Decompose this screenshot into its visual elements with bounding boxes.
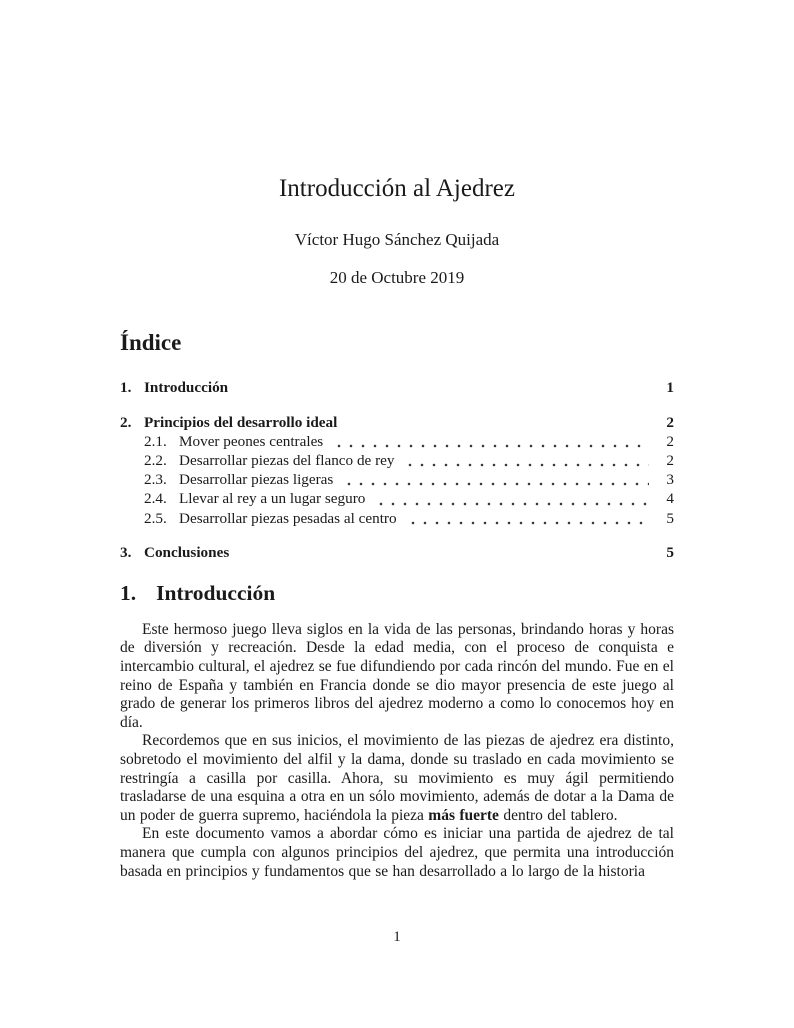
toc-entry-page: 2 — [666, 413, 674, 431]
toc-entry-label: Mover peones centrales — [179, 432, 324, 450]
toc-entry-label: Conclusiones — [144, 543, 230, 561]
toc-entry-label: Desarrollar piezas del flanco de rey — [179, 452, 395, 470]
toc-entry — [120, 432, 674, 451]
document-header — [120, 176, 674, 286]
section-number: 1. — [120, 581, 137, 606]
toc-entry — [120, 489, 674, 508]
toc-entry-number: 2. — [120, 413, 132, 431]
toc-entry — [120, 543, 674, 562]
toc-entry-number: 1. — [120, 379, 132, 397]
toc-entry-label: Principios del desarrollo ideal — [144, 413, 338, 431]
toc-entry-label: Llevar al rey a un lugar seguro — [179, 490, 366, 508]
bold-emphasis: más fuerte — [428, 806, 499, 824]
toc-leader-dots — [375, 492, 649, 506]
toc-entry — [120, 451, 674, 470]
toc-entry — [120, 378, 674, 397]
toc-entry — [120, 413, 674, 432]
toc-entry-number: 2.5. — [144, 509, 167, 527]
toc-entry-page: 4 — [666, 490, 674, 508]
toc-leader-dots — [407, 511, 649, 525]
section-title: Introducción — [156, 581, 276, 606]
toc-entry-number: 3. — [120, 543, 132, 561]
toc-leader-dots — [333, 434, 649, 448]
toc-heading: Índice — [120, 330, 182, 355]
toc-entry-page: 2 — [666, 452, 674, 470]
paragraph — [120, 732, 674, 825]
paragraph-text: dentro del tablero. — [498, 806, 618, 824]
toc-entry-label: Desarrollar piezas pesadas al centro — [179, 509, 397, 527]
toc-entry-label: Introducción — [144, 379, 229, 397]
paragraph: Este hermoso juego lleva siglos en la vida de las personas, brindando horas y horas de diversión y recreación. Desde la edad media, con el proceso de conquista e intercambio cultural, el ajedrez se fue difundiendo por cada rincón del mundo. Fue en el reino de España y también en Francia donde se dio mayor presencia de este juego al grado de generar los primeros libros del ajedrez moderno a como lo conocemos hoy en día. — [120, 620, 674, 731]
toc-entry-page: 1 — [666, 379, 674, 397]
toc-entry-page: 5 — [666, 509, 674, 527]
toc-entry-number: 2.1. — [144, 432, 167, 450]
toc-entry-number: 2.3. — [144, 471, 167, 489]
toc-leader-dots — [343, 472, 649, 486]
table-of-contents — [120, 378, 674, 562]
body-text — [120, 621, 674, 881]
toc-entry-page: 2 — [666, 432, 674, 450]
section-heading — [120, 581, 674, 606]
toc-entry — [120, 509, 674, 528]
toc-entry-page: 5 — [666, 543, 674, 561]
toc-entry — [120, 470, 674, 489]
document-author: Víctor Hugo Sánchez Quijada — [294, 230, 500, 249]
toc-entry-number: 2.4. — [144, 490, 167, 508]
document-title: Introducción al Ajedrez — [278, 175, 515, 202]
paragraph: En este documento vamos a abordar cómo es iniciar una partida de ajedrez de tal manera que cumpla con algunos principios del ajedrez, que permita una introducción basada en principios y fundamentos que se han desarrollado a lo largo de la historia — [120, 825, 674, 880]
toc-entry-label: Desarrollar piezas ligeras — [179, 471, 334, 489]
toc-leader-dots — [404, 453, 649, 467]
document-date: 20 de Octubre 2019 — [329, 268, 465, 287]
toc-entry-number: 2.2. — [144, 452, 167, 470]
paragraph-text: Recordemos que en sus inicios, el movimiento de las piezas de ajedrez era distinto, sobretodo el movimiento del alfil y la dama, donde su traslado en cada movimiento se restringía a casilla por casilla. Ahora, su movimiento es muy ágil permitiendo trasladarse de una esquina a otra en un sólo movimiento, además de dotar a la Dama de un poder de guerra supremo, haciéndola la pieza — [120, 732, 674, 824]
page-number-footer: 1 — [393, 929, 401, 945]
toc-entry-page: 3 — [666, 471, 674, 489]
